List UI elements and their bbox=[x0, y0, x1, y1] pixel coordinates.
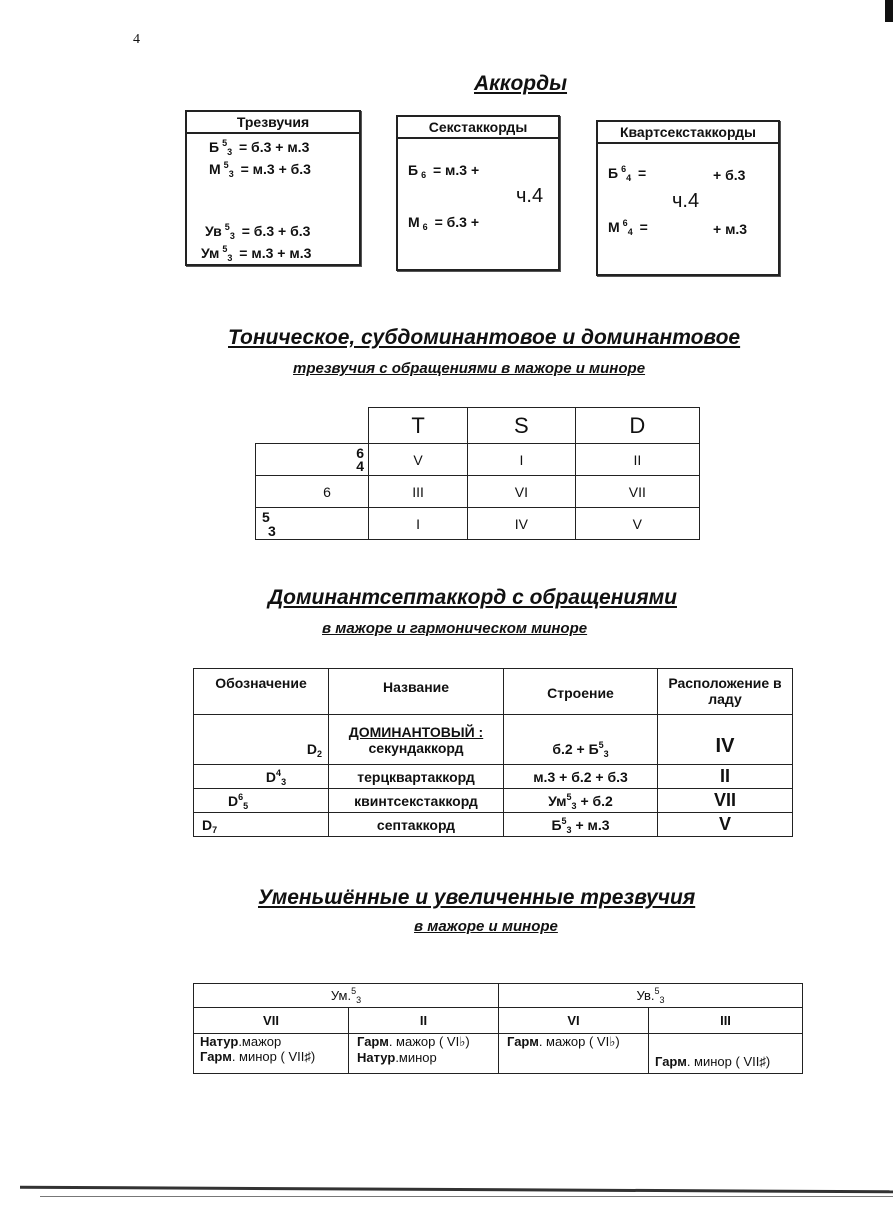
cell: VII bbox=[575, 476, 699, 508]
six-fours-header: Квартсекстаккорды bbox=[598, 122, 778, 144]
header-designation: Обозначение bbox=[194, 669, 329, 715]
degree: III bbox=[649, 1008, 803, 1034]
formula-tail: + м.3 bbox=[713, 221, 748, 237]
dominant-prefix: ДОМИНАНТОВЫЙ : bbox=[348, 723, 484, 740]
row-label: 6 bbox=[256, 476, 369, 508]
row-label: 6 4 bbox=[256, 444, 369, 476]
mode-cell: Натур.мажор Гарм. минор ( VII♯) bbox=[194, 1034, 349, 1074]
structure: $Б^5_3 + м.3$ bbox=[504, 813, 658, 837]
name bbox=[329, 715, 504, 765]
position: V bbox=[658, 813, 793, 837]
header-position: Расположение в ладу bbox=[658, 669, 793, 715]
formula-line: Б $^6_4$ = bbox=[608, 164, 647, 183]
mode-cell: Гарм. минор ( VII♯) bbox=[649, 1034, 803, 1074]
position: II bbox=[658, 765, 793, 789]
mode-cell: Гарм. мажор ( VI♭) Натур.минор bbox=[349, 1034, 499, 1074]
formula-line: М $^5_3$ = м.3 + б.3 bbox=[209, 160, 311, 179]
header-name: Название bbox=[329, 669, 504, 715]
d7-table bbox=[193, 668, 793, 837]
tsd-table bbox=[255, 407, 700, 540]
name: септаккорд bbox=[329, 813, 504, 837]
cell: V bbox=[369, 444, 468, 476]
scan-edge-mark bbox=[885, 0, 893, 22]
section-title-dim-aug: Уменьшённые и увеличенные трезвучия bbox=[258, 886, 696, 909]
common-interval: ч.4 bbox=[672, 190, 700, 212]
designation: $D_7$ bbox=[194, 813, 329, 837]
table-row bbox=[194, 715, 793, 765]
formula-line: М $_6$ = б.3 + bbox=[408, 214, 480, 232]
formula-line: Б $_6$ = м.3 + bbox=[408, 162, 480, 180]
mode-cell: Гарм. мажор ( VI♭) bbox=[499, 1034, 649, 1074]
scan-bottom-edge bbox=[40, 1196, 893, 1197]
sixths-box bbox=[396, 115, 560, 271]
degree: II bbox=[349, 1008, 499, 1034]
formula-line: Б $^5_3$ = б.3 + м.3 bbox=[209, 138, 310, 157]
table-row bbox=[194, 813, 793, 837]
formula-line: М $^6_4$ = bbox=[608, 218, 648, 237]
formula-line: Ув $^5_3$ = б.3 + б.3 bbox=[205, 222, 311, 241]
position: IV bbox=[658, 715, 793, 765]
section-title-chords: Аккорды bbox=[474, 72, 568, 95]
table-row bbox=[194, 789, 793, 813]
dim-aug-table bbox=[193, 983, 803, 1074]
structure: $Ум^5_3 + б.2$ bbox=[504, 789, 658, 813]
designation: $D^6_5$ bbox=[194, 789, 329, 813]
common-interval: ч.4 bbox=[516, 185, 544, 207]
section-title-tsd: Тоническое, субдоминантовое и доминантовое bbox=[228, 326, 741, 349]
col-header-T: T bbox=[369, 408, 468, 444]
six-fours-box bbox=[596, 120, 780, 276]
scan-bottom-edge bbox=[20, 1186, 893, 1194]
header-structure: Строение bbox=[504, 669, 658, 715]
page-number: 4 bbox=[133, 32, 140, 47]
cell: II bbox=[575, 444, 699, 476]
section-title-d7: Доминантсептаккорд с обращениями bbox=[268, 586, 677, 609]
group-aug: Ув.$^5_3$ bbox=[499, 984, 803, 1008]
designation: $D^4_3$ bbox=[194, 765, 329, 789]
designation: $D_2$ bbox=[194, 715, 329, 765]
table-row bbox=[256, 508, 700, 540]
structure: м.3 + б.2 + б.3 bbox=[504, 765, 658, 789]
triads-header: Трезвучия bbox=[187, 112, 359, 134]
section-subtitle-tsd: трезвучия с обращениями в мажоре и миноре bbox=[293, 360, 646, 377]
cell: III bbox=[369, 476, 468, 508]
table-row bbox=[256, 476, 700, 508]
cell: VI bbox=[468, 476, 576, 508]
table-row bbox=[194, 765, 793, 789]
structure: $б.2 + Б^5_3$ bbox=[504, 715, 658, 765]
group-dim: Ум.$^5_3$ bbox=[194, 984, 499, 1008]
cell: I bbox=[369, 508, 468, 540]
triads-box bbox=[185, 110, 361, 266]
section-subtitle-d7: в мажоре и гармоническом миноре bbox=[322, 620, 588, 637]
cell: I bbox=[468, 444, 576, 476]
position: VII bbox=[658, 789, 793, 813]
name: квинтсекстаккорд bbox=[329, 789, 504, 813]
cell: V bbox=[575, 508, 699, 540]
section-subtitle-dim-aug: в мажоре и миноре bbox=[414, 918, 558, 935]
name-text: секундаккорд bbox=[368, 739, 464, 756]
table-row bbox=[256, 444, 700, 476]
formula-line: Ум $^5_3$ = м.3 + м.3 bbox=[201, 244, 312, 263]
cell: IV bbox=[468, 508, 576, 540]
name: терцквартаккорд bbox=[329, 765, 504, 789]
degree: VII bbox=[194, 1008, 349, 1034]
degree: VI bbox=[499, 1008, 649, 1034]
sixths-header: Секстаккорды bbox=[398, 117, 558, 139]
col-header-S: S bbox=[468, 408, 576, 444]
formula-tail: + б.3 bbox=[713, 167, 746, 183]
row-label: 5 3 bbox=[256, 508, 369, 540]
col-header-D: D bbox=[575, 408, 699, 444]
